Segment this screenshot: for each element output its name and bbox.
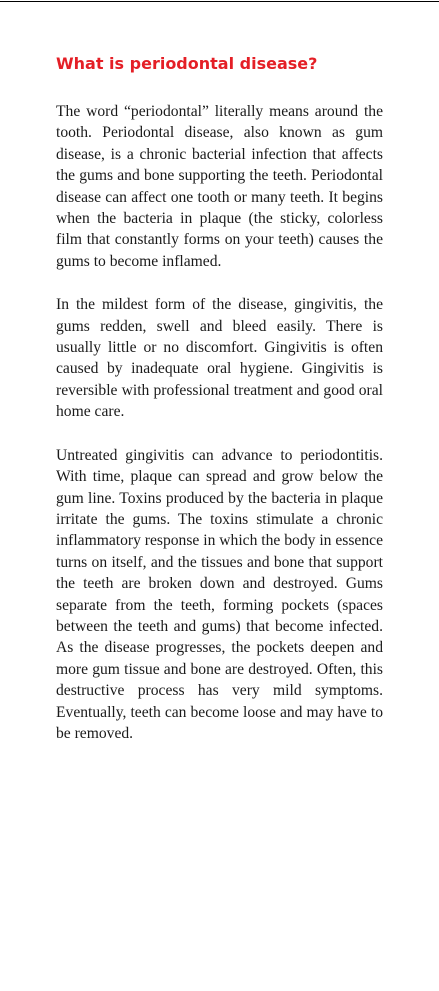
paragraph-gingivitis: In the mildest form of the disease, gingivitis, the gums redden, swell and bleed easily. There is usually little or no discomfort. Gingivitis is often caused by inadequate oral hygiene. Gingivitis is reversible with professional treatment and good oral home care. (56, 296, 383, 421)
paragraph-periodontitis: Untreated gingivitis can advance to periodontitis. With time, plaque can spread and grow below the gum line. Toxins produced by the bacteria in plaque irritate the gums. The toxins stimulate a chronic inflammatory response in which the body in essence turns on itself, and the tissues and bone that support the teeth are broken down and destroyed. Gums separate from the teeth, forming pockets (spaces between the teeth and gums) that become infected. As the disease progresses, the pockets deepen and more gum tissue and bone are destroyed. Often, this destructive process has very mild symptoms. Eventually, teeth can become loose and may have to be removed. (56, 446, 383, 742)
article-body (56, 53, 383, 766)
article-heading: What is periodontal disease? (56, 54, 318, 73)
paragraph-definition: The word “periodontal” literally means around the tooth. Periodontal disease, also known as gum disease, is a chronic bacterial infection that affects the gums and bone supporting the teeth. Periodontal disease can affect one tooth or many teeth. It begins when the bacteria in plaque (the sticky, colorless film that constantly forms on your teeth) causes the gums to become inflamed. (56, 103, 383, 270)
top-border-line (0, 1, 439, 2)
